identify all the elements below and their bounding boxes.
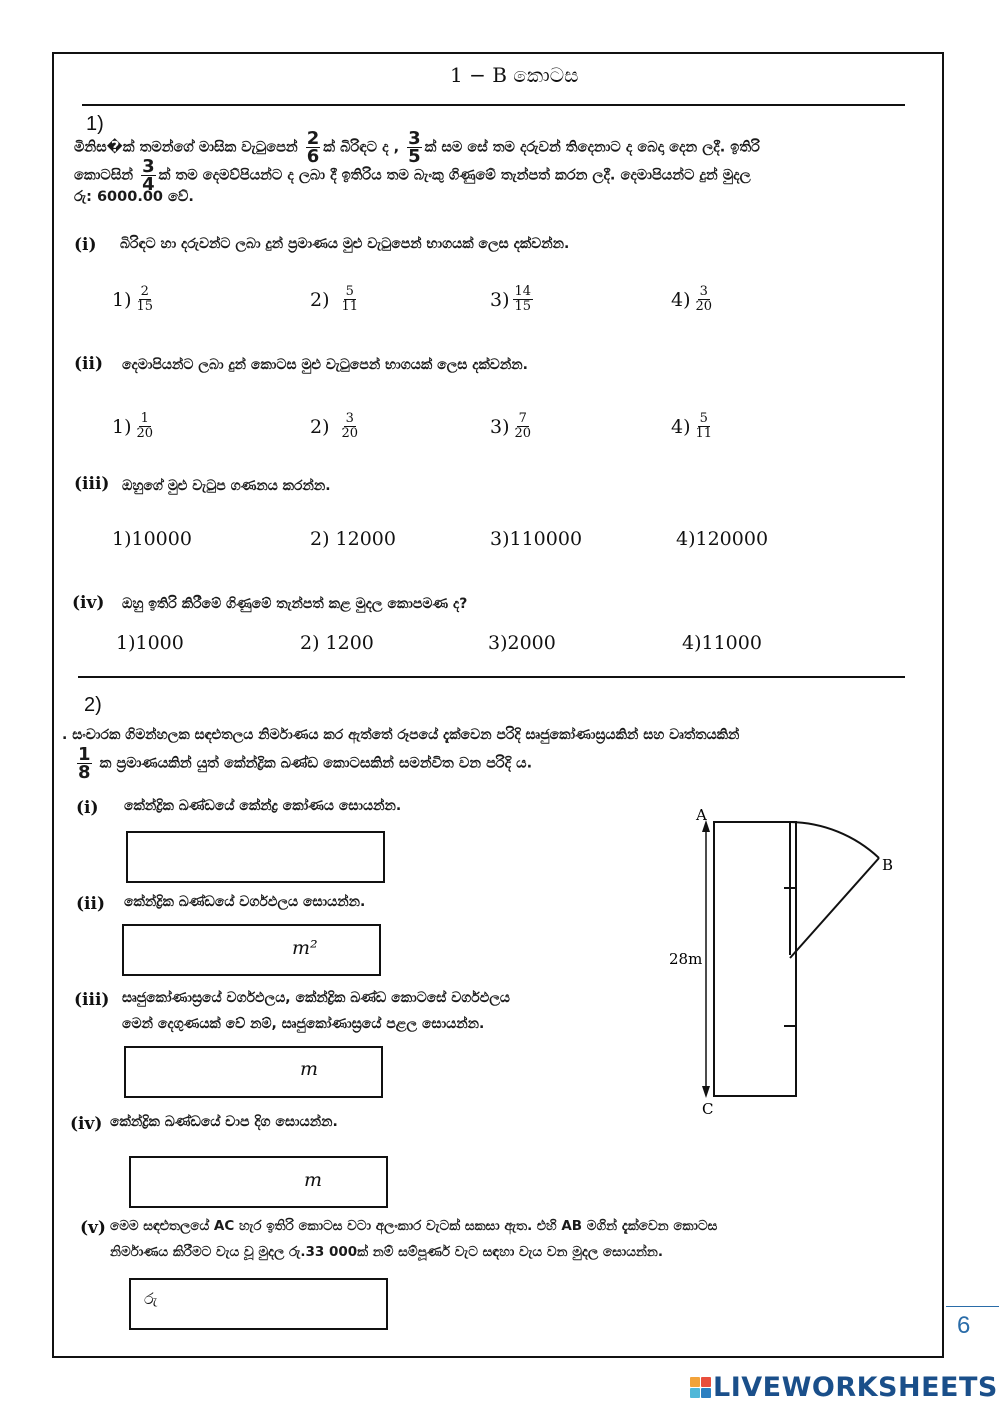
label-c: C [702,1100,714,1118]
terrace-diagram [660,800,900,1120]
q1-part-i-text: බිරිඳට හා දරුවන්ට ලබා දුන් ප්‍රමාණය මුළු වැටුපෙන් භාගයක් ලෙස දක්වන්න. [120,236,570,252]
q1-fraction-c: $\frac{3}{4}$ [142,156,155,195]
q2-fraction: $\frac{1}{8}$ [78,744,91,783]
q2-iv-unit: m [304,1169,323,1191]
liveworksheets-logo [690,1372,998,1403]
q1-part-iii-label: (iii) [74,474,110,494]
q2-part-v-label: (v) [80,1218,106,1238]
q1-iv-option-1[interactable]: 1)1000 [116,632,184,654]
q1-fraction-a: $\frac{2}{6}$ [306,128,320,167]
q1-paragraph-line1: මිනිස�ක් තමන්ගේ මාසික වැටුපෙන් $\frac{2}{6}$ ක් බිරිඳට ද , $\frac{3}{5}$ ක් සම සේ තම දරුවන් තිදෙනාට ද බෙදා දෙන ලදී. ඉතිරි [74,128,760,167]
q1-part-iv-text: ඔහු ඉතිරි කිරීමේ ගිණුමේ තැන්පත් කළ මුදල කොපමණ ද? [122,596,468,612]
q1-i-option-3[interactable]: 3) $\frac{14}{15}$ [490,284,532,314]
brand-name: LIVEWORKSHEETS [713,1372,998,1403]
q2-part-i-text: කේන්ද්‍රික ඛණ්ඩයේ කේන්ද්‍ර කෝණය සොයන්න. [124,798,402,814]
q2-paragraph-line2: $\frac{1}{8}$ ක ප්‍රමාණයකින් යුත් කේන්ද්‍රික ඛණ්ඩ කොටසකින් සමන්විත වන පරිදි ය. [78,744,533,783]
sector-radius-slant [790,858,879,958]
q1-iii-option-4[interactable]: 4)120000 [676,528,769,550]
question-2-number: 2) [84,694,102,716]
q2-part-iv-text: කේන්ද්‍රික ඛණ්ඩයේ චාප දිග සොයන්න. [110,1114,338,1130]
length-label: 28m [669,950,703,968]
q1-part-iv-label: (iv) [72,593,105,613]
sector-arc [790,822,879,858]
q2-part-i-label: (i) [76,798,99,818]
q2-iv-answer-input[interactable] [129,1156,388,1208]
page-number-rule [946,1306,999,1307]
q1-part-ii-label: (ii) [74,354,104,374]
question-1-number: 1) [86,113,104,135]
arrow-down-icon [702,1086,710,1098]
q1-paragraph-line2: කොටසින් $\frac{3}{4}$ ක් තම දෙමව්පියන්ට ද ලබා දී ඉතිරිය තම බැංකු ගිණුමේ තැන්පත් කරන ලදී. දෙමාපියන්ට දුන් මුදල [74,156,751,195]
q2-part-iii-text2: මෙන් දෙගුණයක් වේ නම්, සෘජුකෝණාස්‍රයේ පළල සොයන්න. [122,1016,485,1032]
label-a: A [696,806,707,824]
q1-i-option-2[interactable]: 2) $\frac{5}{11}$ [310,284,359,314]
q2-part-ii-text: කේන්ද්‍රික ඛණ්ඩයේ වර්ගඵලය සොයන්න. [124,894,366,910]
rectangle-shape [714,822,796,1096]
q1-i-option-1[interactable]: 1) $\frac{2}{15}$ [112,284,154,314]
q2-v-currency-prefix: රු [144,1289,158,1308]
q1-part-i-label: (i) [74,235,97,255]
section-title: 1 − B කොටස [450,63,579,87]
q1-iii-option-1[interactable]: 1)10000 [112,528,192,550]
q1-iv-option-2[interactable]: 2) 1200 [300,632,374,654]
q2-i-answer-input[interactable] [126,831,385,883]
q2-part-iv-label: (iv) [70,1114,103,1134]
divider [82,104,905,106]
q1-part-iii-text: ඔහුගේ මුළු වැටුප ගණනය කරන්න. [122,478,331,494]
q2-v-answer-input[interactable] [129,1278,388,1330]
q2-part-v-text2: නිර්මාණය කිරීමට වැය වූ මුදල රු.33 000ක් නම් සම්පූර්ණ වැට සඳහා වැය වන මුදල සොයන්න. [110,1244,664,1260]
liveworksheets-icon [690,1377,711,1398]
q1-iii-option-2[interactable]: 2) 12000 [310,528,396,550]
q2-part-iii-text: සෘජුකෝණාස්‍රයේ වර්ගඵලය, කේන්ද්‍රික ඛණ්ඩ කොටසේ වර්ගඵලය [122,990,510,1006]
q1-ii-option-4[interactable]: 4) $\frac{5}{11}$ [671,411,713,441]
q1-part-ii-text: දෙමාපියන්ට ලබා දුන් කොටස මුළු වැටුපෙන් භාගයක් ලෙස දක්වන්න. [122,357,528,373]
q1-ii-option-2[interactable]: 2) $\frac{3}{20}$ [310,411,359,441]
q2-part-ii-label: (ii) [76,894,106,914]
q1-paragraph-line3: රු: 6000.00 වේ. [74,189,194,205]
q2-ii-unit: m² [292,937,318,959]
q2-part-iii-label: (iii) [74,990,110,1010]
q1-fraction-b: $\frac{3}{5}$ [408,128,421,167]
q1-ii-option-3[interactable]: 3) $\frac{7}{20}$ [490,411,532,441]
page-number: 6 [957,1312,971,1339]
q2-part-v-text: මෙම සඳළුතලයේ AC හැර ඉතිරි කොටස වටා අලංකාර වැටක් සකසා ඇත. එහි AB මගින් දැක්වෙන කොටස [110,1218,718,1234]
q1-iii-option-3[interactable]: 3)110000 [490,528,583,550]
q2-iii-answer-input[interactable] [124,1046,383,1098]
divider [78,676,905,678]
label-b: B [882,856,894,874]
q1-ii-option-1[interactable]: 1) $\frac{1}{20}$ [112,411,154,441]
q1-iv-option-4[interactable]: 4)11000 [682,632,762,654]
q2-ii-answer-input[interactable] [122,924,381,976]
q1-iv-option-3[interactable]: 3)2000 [488,632,556,654]
q2-paragraph-line1: . සංචාරක ගිමන්හලක සඳළුතලය නිර්මාණය කර ඇත්තේ රූපයේ දැක්වෙන පරිදි සෘජුකෝණාස්‍රයකින් සහ වෘත්තයකින් [62,727,740,743]
q1-i-option-4[interactable]: 4) $\frac{3}{20}$ [671,284,713,314]
q2-iii-unit: m [300,1058,319,1080]
